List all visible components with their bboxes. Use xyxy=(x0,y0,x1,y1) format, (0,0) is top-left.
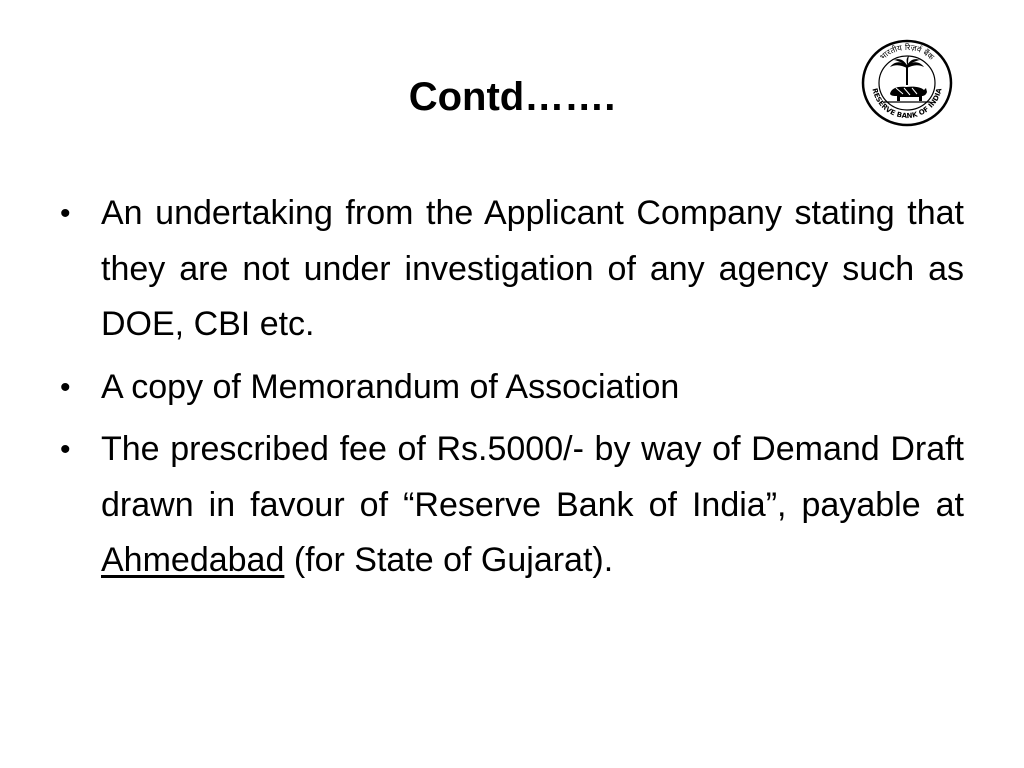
bullet-icon: • xyxy=(60,197,71,230)
bullet-item-fee xyxy=(60,422,964,589)
bullet-item-undertaking xyxy=(60,186,964,353)
bullet-text: A copy of Memorandum of Association xyxy=(101,367,680,406)
seal-bottom-text: RESERVE BANK OF INDIA xyxy=(870,87,944,121)
bullet-icon: • xyxy=(60,433,71,466)
bullet-item-memorandum xyxy=(60,360,964,416)
underlined-city: Ahmedabad xyxy=(101,541,285,579)
bullet-text: An undertaking from the Applicant Company stating that they are not under investigation of any agency such as DOE, CBI etc. xyxy=(101,194,964,343)
seal-top-text: भारतीय रिज़र्व बैंक xyxy=(878,42,936,62)
bullet-text-before: The prescribed fee of Rs.5000/- by way of Demand Draft drawn in favour of “Reserve Bank of India”, payable at xyxy=(101,430,964,524)
bullet-text-after: (for State of Gujarat). xyxy=(284,541,614,579)
bullet-icon: • xyxy=(60,370,71,404)
rbi-seal-icon xyxy=(860,38,954,128)
bullet-list xyxy=(60,186,964,596)
slide-title: Contd……. xyxy=(408,75,616,119)
